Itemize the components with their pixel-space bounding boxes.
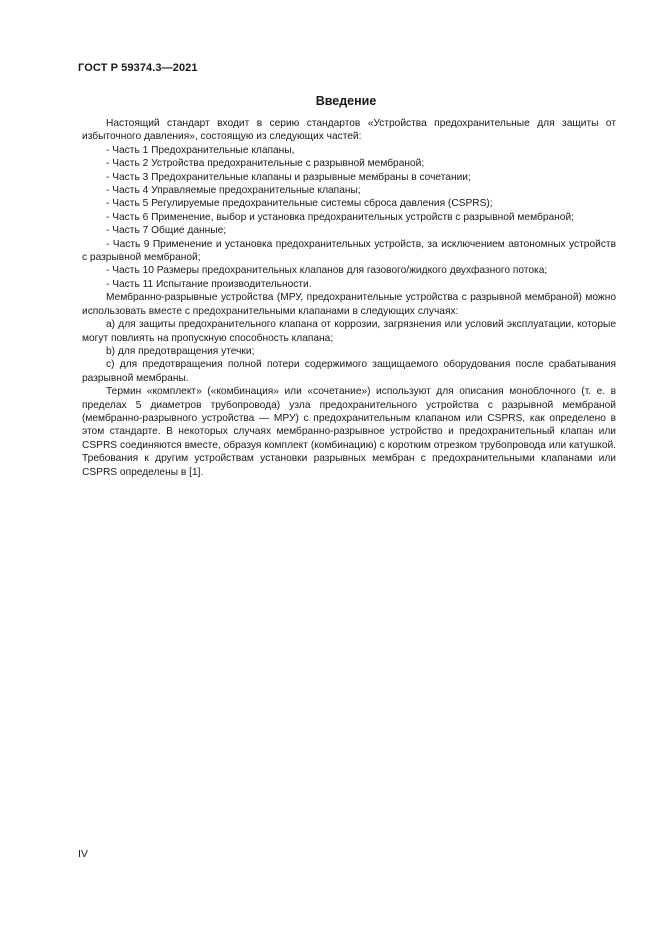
paragraph-intro: Настоящий стандарт входит в серию стандартов «Устройства предохранительные для защиты от избыточного давления», состоящую из следующих частей: — [82, 118, 616, 143]
list-item: - Часть 2 Устройства предохранительные с разрывной мембраной; — [106, 158, 425, 170]
document-id: ГОСТ Р 59374.3—2021 — [78, 62, 198, 74]
list-item: - Часть 10 Размеры предохранительных клапанов для газового/жидкого двухфазного потока; — [106, 265, 548, 277]
section-title: Введение — [315, 94, 377, 108]
list-item: - Часть 11 Испытание производительности. — [106, 278, 312, 290]
list-item: b) для предотвращения утечки; — [106, 345, 255, 357]
section-body — [82, 117, 616, 479]
list-item: - Часть 3 Предохранительные клапаны и разрывные мембраны в сочетании; — [106, 171, 471, 183]
paragraph-mru: Мембранно-разрывные устройства (МРУ, предохранительные устройства с разрывной мембраной) можно использовать вместе с предохранительными клапанами в следующих случаях: — [82, 292, 616, 317]
paragraph-term: Термин «комплект» («комбинация» или «сочетание») используют для описания моноблочного (т. е. в пределах 5 диаметров трубопровода) узла предохранительного устройства с разрывной мембраной (мембранно-разрывного устройства — МРУ) с предохранительным клапаном или CSPRS, как определено в этом стандарте. В некоторых случаях мембранно-разрывное устройство и предохранительный клапан или CSPRS соединяются вместе, образуя комплект (комбинацию) с коротким отрезком трубопровода или катушкой. Требования к другим устройствам установки разрывных мембран с предохранительными клапанами или CSPRS определены в [1]. — [82, 386, 616, 478]
list-item: - Часть 7 Общие данные; — [106, 225, 227, 237]
page-number: IV — [78, 848, 88, 860]
list-item: - Часть 5 Регулируемые предохранительные системы сброса давления (CSPRS); — [106, 198, 493, 210]
list-item: - Часть 9 Применение и установка предохранительных устройств, за исключением автономных устройств с разрывной мембраной; — [82, 238, 616, 264]
list-item: - Часть 4 Управляемые предохранительные клапаны; — [106, 185, 361, 197]
list-item: а) для защиты предохранительного клапана от коррозии, загрязнения или условий эксплуатации, которые могут повлиять на пропускную способность клапана; — [82, 319, 616, 344]
list-item: с) для предотвращения полной потери содержимого защищаемого оборудования после срабатывания разрывной мембраны. — [82, 359, 616, 384]
list-item: - Часть 1 Предохранительные клапаны, — [106, 144, 295, 156]
list-item: - Часть 6 Применение, выбор и установка предохранительных устройств с разрывной мембраной; — [106, 211, 574, 223]
